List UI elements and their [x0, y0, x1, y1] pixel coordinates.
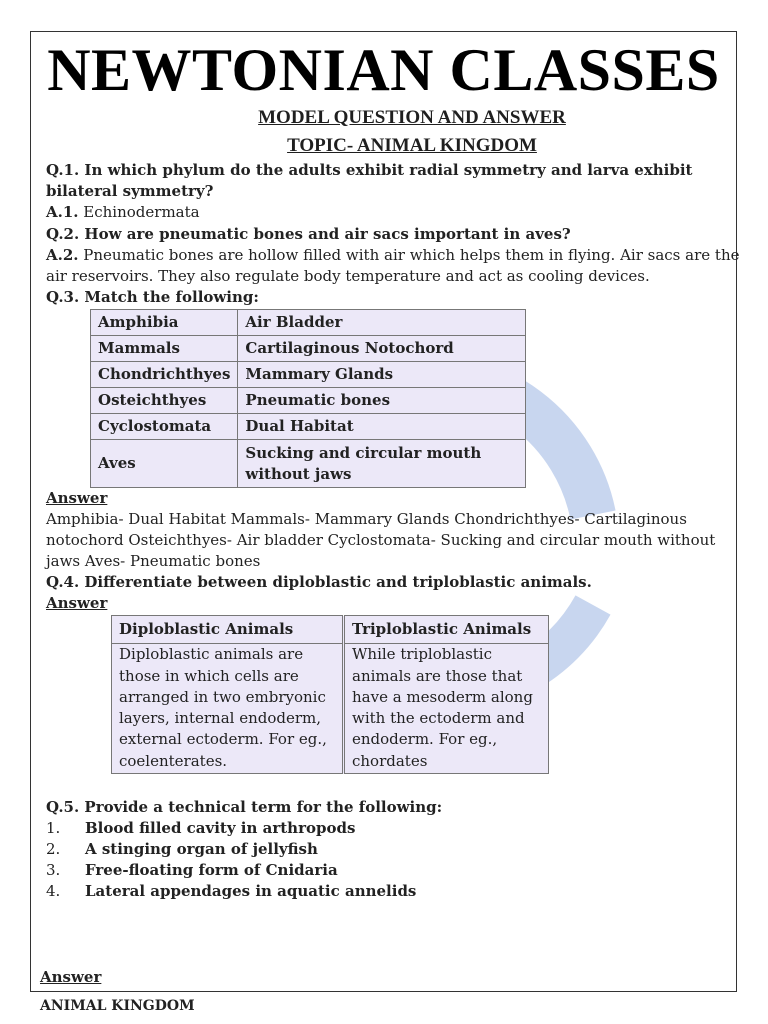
list-item-number: 4.: [46, 882, 61, 900]
diff-body-row: [112, 644, 549, 774]
list-item-text: Lateral appendages in aquatic annelids: [85, 882, 417, 900]
diff-table: [111, 615, 549, 774]
list-item-number: 3.: [46, 861, 61, 879]
diff-col2-line: have a mesoderm along: [352, 687, 533, 706]
diff-col1-line: those in which cells are: [119, 666, 299, 685]
match-left-cell: Chondrichthyes: [91, 362, 238, 388]
q4-answer-heading: Answer: [46, 594, 108, 612]
diff-col2-line: While triploblastic: [352, 645, 493, 664]
match-left-cell: Cyclostomata: [91, 414, 238, 440]
list-item-number: 1.: [46, 819, 61, 837]
list-item-text: Blood filled cavity in arthropods: [85, 819, 356, 837]
q3-answer-line3: jaws Aves- Pneumatic bones: [46, 552, 261, 570]
q5-answer-heading: Answer: [40, 968, 102, 986]
match-right-line1: Sucking and circular mouth: [245, 443, 482, 462]
footer-label: ANIMAL KINGDOM: [40, 998, 195, 1014]
match-right-cell: Pneumatic bones: [238, 388, 526, 414]
q3-question: Q.3. Match the following:: [46, 288, 259, 306]
q1-question-line1: Q.1. In which phylum do the adults exhibit radial symmetry and larva exhibit: [46, 161, 693, 179]
match-table: [90, 309, 526, 488]
q1-answer-text: Echinodermata: [78, 203, 200, 221]
q3-answer-heading: Answer: [46, 489, 108, 507]
match-right-cell: Mammary Glands: [238, 362, 526, 388]
list-item-text: Free-floating form of Cnidaria: [85, 861, 338, 879]
match-row: [91, 414, 526, 440]
match-row: [91, 336, 526, 362]
diff-col1-line: coelenterates.: [119, 751, 228, 770]
diff-col2-head: Triploblastic Animals: [344, 616, 549, 644]
match-right-cell: Dual Habitat: [238, 414, 526, 440]
match-row: [91, 362, 526, 388]
diff-col1-head: Diploblastic Animals: [112, 616, 344, 644]
match-left-cell: Osteichthyes: [91, 388, 238, 414]
match-left-cell: Aves: [91, 440, 238, 488]
q2-answer-label: A.2.: [46, 246, 79, 264]
list-item: [46, 818, 416, 839]
q4-question: Q.4. Differentiate between diploblastic and triploblastic animals.: [46, 573, 592, 591]
diff-col2-line: animals are those that: [352, 666, 523, 685]
diff-col2-line: endoderm. For eg.,: [352, 730, 498, 749]
q3-answer-line2: notochord Osteichthyes- Air bladder Cyclostomata- Sucking and circular mouth without: [46, 531, 716, 549]
q3-answer-line1: Amphibia- Dual Habitat Mammals- Mammary Glands Chondrichthyes- Cartilaginous: [46, 510, 687, 528]
match-right-line2: without jaws: [245, 464, 352, 483]
q2-answer-text: Pneumatic bones are hollow filled with air which helps them in flying. Air sacs are the: [78, 246, 740, 264]
match-right-cell: [238, 440, 526, 488]
subtitle-topic: TOPIC- ANIMAL KINGDOM: [287, 135, 537, 156]
q2-question: Q.2. How are pneumatic bones and air sacs important in aves?: [46, 225, 571, 243]
diff-header-row: [112, 616, 549, 644]
diff-col1-line: external ectoderm. For eg.,: [119, 730, 327, 749]
diff-col1-line: Diploblastic animals are: [119, 645, 304, 664]
q2-answer-line1: [46, 245, 739, 266]
page-title: NEWTONIAN CLASSES: [47, 37, 720, 103]
match-right-cell: Air Bladder: [238, 310, 526, 336]
match-row: [91, 388, 526, 414]
q2-answer-line2: air reservoirs. They also regulate body temperature and act as cooling devices.: [46, 267, 650, 285]
match-left-cell: Mammals: [91, 336, 238, 362]
diff-col2-line: chordates: [352, 751, 428, 770]
match-right-cell: Cartilaginous Notochord: [238, 336, 526, 362]
q5-question: Q.5. Provide a technical term for the following:: [46, 798, 443, 816]
q1-answer-label: A.1.: [46, 203, 79, 221]
diff-col1-line: layers, internal endoderm,: [119, 709, 322, 728]
list-item-text: A stinging organ of jellyfish: [85, 840, 318, 858]
diff-col2-line: with the ectoderm and: [352, 709, 525, 728]
match-row: [91, 440, 526, 488]
match-left-cell: Amphibia: [91, 310, 238, 336]
match-row: [91, 310, 526, 336]
q1-answer: [46, 202, 200, 223]
q1-question-line2: bilateral symmetry?: [46, 182, 214, 200]
list-item-number: 2.: [46, 840, 61, 858]
subtitle-model-question: MODEL QUESTION AND ANSWER: [258, 107, 566, 128]
list-item: [46, 881, 416, 902]
diff-col2-body: [344, 644, 549, 774]
list-item: [46, 839, 416, 860]
diff-col1-body: [112, 644, 344, 774]
q5-list: [46, 818, 416, 902]
list-item: [46, 860, 416, 881]
diff-col1-line: arranged in two embryonic: [119, 687, 326, 706]
